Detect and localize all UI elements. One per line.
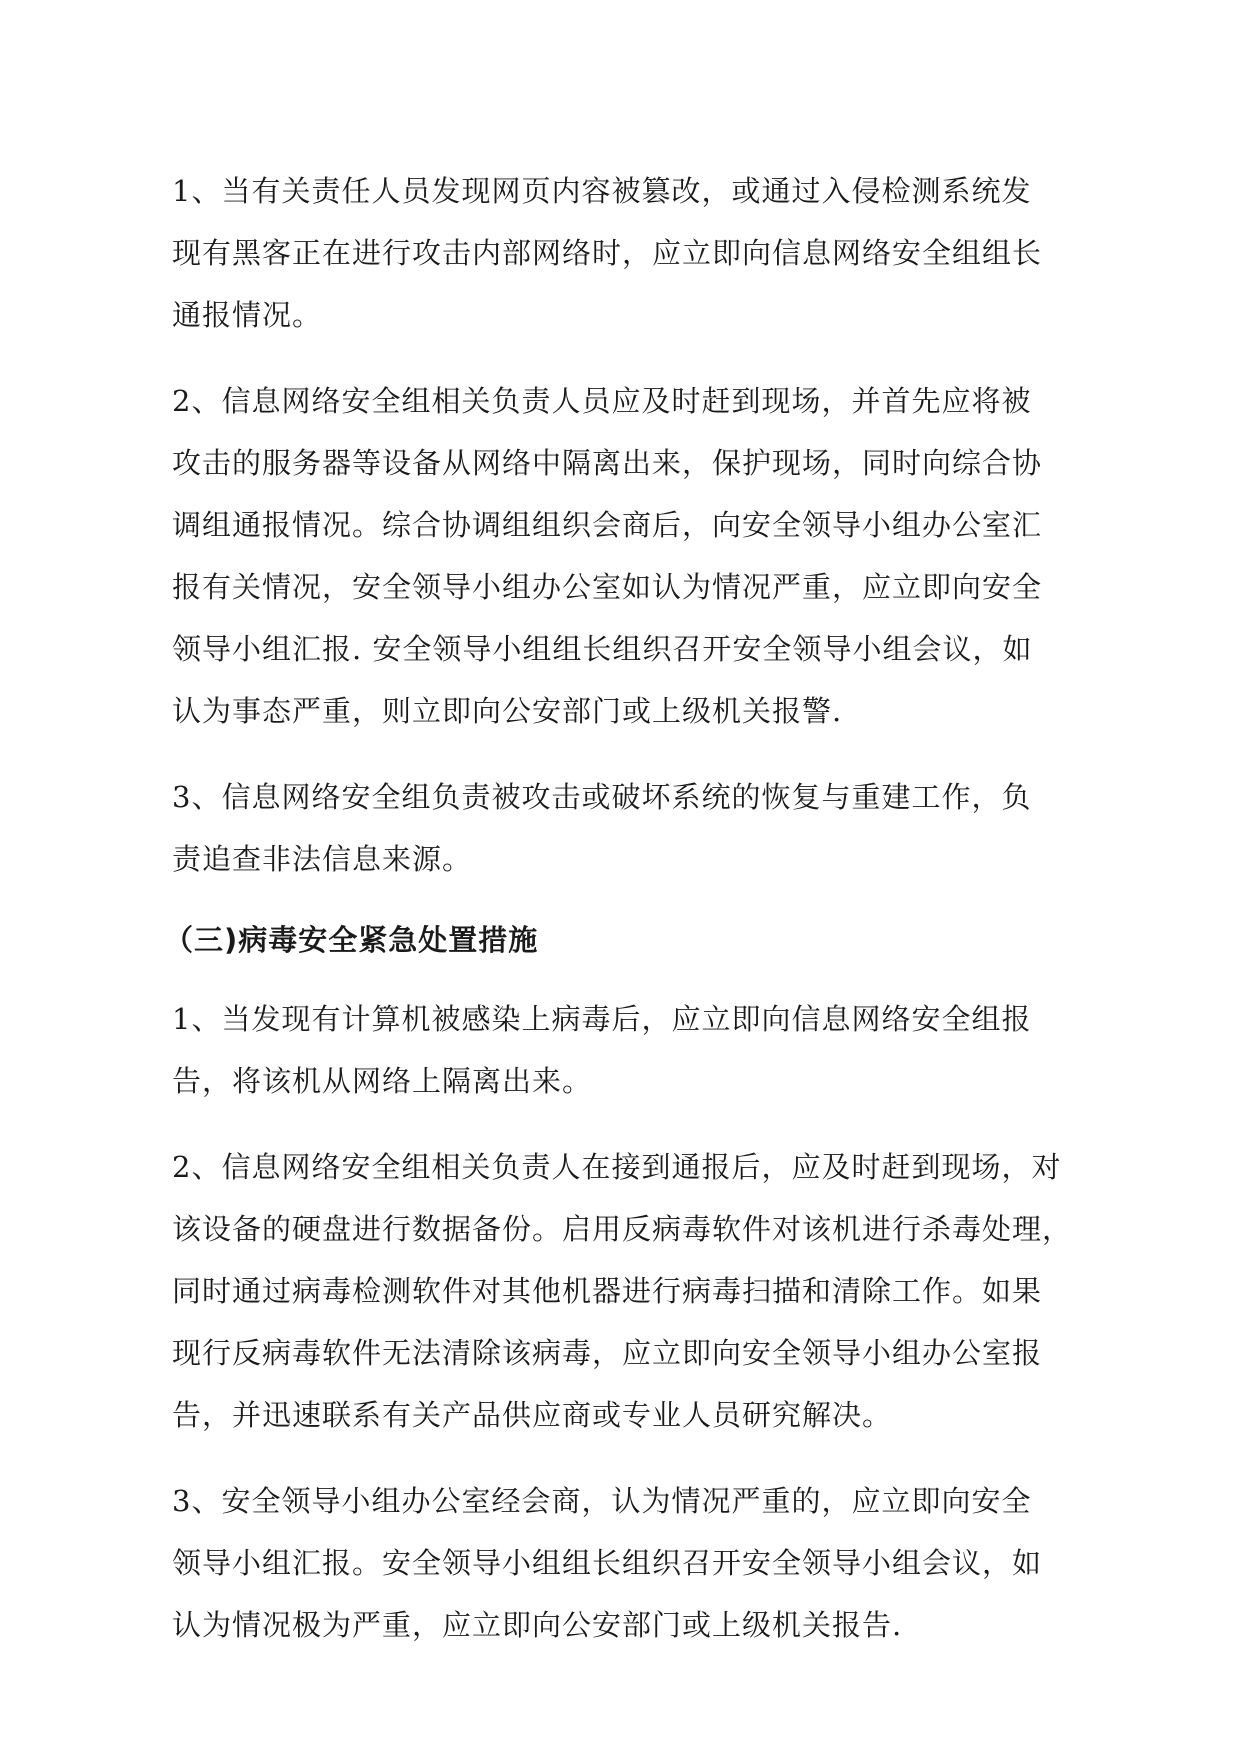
paragraph-network-3 xyxy=(172,766,1072,890)
text-line: 1、当有关责任人员发现网页内容被篡改，或通过入侵检测系统发 xyxy=(172,174,1032,208)
text-line: 认为情况极为严重，应立即向公安部门或上级机关报告. xyxy=(172,1608,903,1642)
text-line: 领导小组汇报。安全领导小组组长组织召开安全领导小组会议，如 xyxy=(172,1546,1043,1580)
text-line: 现行反病毒软件无法清除该病毒，应立即向安全领导小组办公室报 xyxy=(172,1336,1043,1370)
paragraph-network-2 xyxy=(172,370,1072,742)
text-line: 现有黑客正在进行攻击内部网络时，应立即向信息网络安全组组长 xyxy=(172,236,1043,270)
text-line: 调组通报情况。综合协调组组织会商后，向安全领导小组办公室汇 xyxy=(172,508,1043,542)
text-line: 2、信息网络安全组相关负责人在接到通报后，应及时赶到现场，对 xyxy=(172,1150,1062,1184)
paragraph-virus-3 xyxy=(172,1470,1072,1656)
text-line: 3、信息网络安全组负责被攻击或破坏系统的恢复与重建工作，负 xyxy=(172,780,1032,814)
document-body xyxy=(164,160,1073,1680)
text-line: 报有关情况，安全领导小组办公室如认为情况严重，应立即向安全 xyxy=(172,570,1043,604)
text-line: 2、信息网络安全组相关负责人员应及时赶到现场，并首先应将被 xyxy=(172,384,1032,418)
text-line: 告，将该机从网络上隔离出来。 xyxy=(172,1064,593,1098)
text-line: 通报情况。 xyxy=(172,298,323,332)
text-line: 责追查非法信息来源。 xyxy=(172,842,473,876)
section-heading-virus: （三)病毒安全紧急处置措施 xyxy=(164,923,539,957)
text-line: 3、安全领导小组办公室经会商，认为情况严重的，应立即向安全 xyxy=(172,1484,1032,1518)
text-line: 告，并迅速联系有关产品供应商或专业人员研究解决。 xyxy=(172,1398,893,1432)
paragraph-virus-1 xyxy=(172,988,1072,1112)
paragraph-virus-2 xyxy=(172,1136,1072,1446)
text-line: 领导小组汇报. 安全领导小组组长组织召开安全领导小组会议，如 xyxy=(172,632,1033,666)
paragraph-network-1 xyxy=(172,160,1072,346)
text-line: 认为事态严重，则立即向公安部门或上级机关报警. xyxy=(172,694,843,728)
text-line: 攻击的服务器等设备从网络中隔离出来，保护现场，同时向综合协 xyxy=(172,446,1043,480)
text-line: 该设备的硬盘进行数据备份。启用反病毒软件对该机进行杀毒处理， xyxy=(172,1212,1073,1246)
text-line: 同时通过病毒检测软件对其他机器进行病毒扫描和清除工作。如果 xyxy=(172,1274,1043,1308)
text-line: 1、当发现有计算机被感染上病毒后，应立即向信息网络安全组报 xyxy=(172,1002,1032,1036)
